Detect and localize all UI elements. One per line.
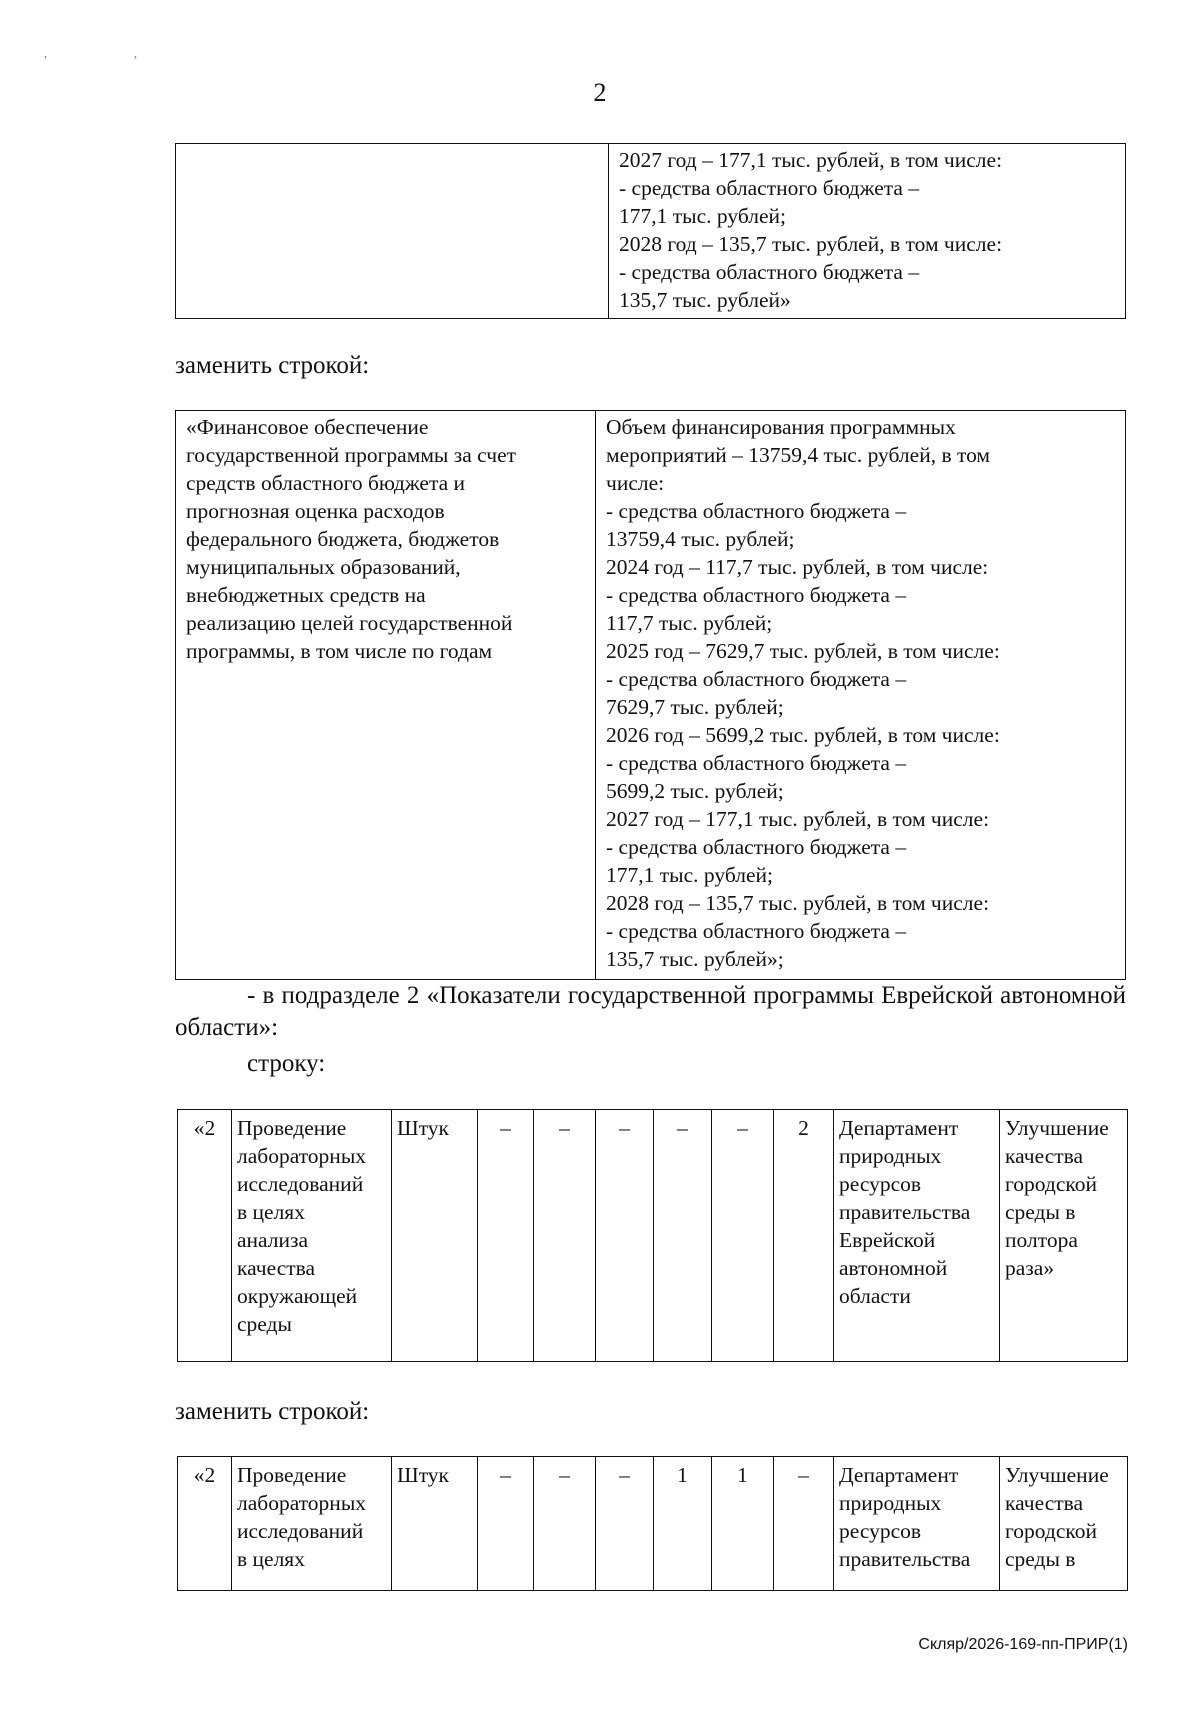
result-cell [1000,1110,1128,1362]
text-line: 177,1 тыс. рублей; [619,204,786,228]
indicator-name-cell [232,1110,392,1362]
subsection-paragraph [175,980,1126,1044]
department-cell [834,1457,1000,1591]
document-code: Скляр/2026-169-пп-ПРИР(1) [918,1636,1128,1653]
text-line: Еврейской [839,1228,936,1252]
text-line: Департамент [839,1116,959,1140]
value-cell: – [534,1457,596,1591]
text-line: 5699,2 тыс. рублей; [606,779,784,803]
text-line: 2028 год – 135,7 тыс. рублей, в том числе: [619,232,1003,256]
value-cell: – [654,1110,712,1362]
text-line: ресурсов [839,1172,922,1196]
scan-specks: , , [44,46,179,60]
text-line: 117,7 тыс. рублей; [606,611,773,635]
text-line: «Финансовое обеспечение [186,415,429,439]
text-line: в целях [237,1547,305,1571]
text-line: области [839,1284,911,1308]
text-line: - средства областного бюджета – [606,835,907,859]
text-line: лабораторных [237,1144,367,1168]
replace-label: заменить строкой: [175,352,370,379]
text-line: Улучшение [1005,1116,1109,1140]
text-line: городской [1005,1519,1098,1543]
text-line: программы, в том числе по годам [186,639,493,663]
row-number-cell: «2 [178,1110,232,1362]
text-line: раза» [1005,1256,1055,1280]
text-line: 2027 год – 177,1 тыс. рублей, в том числе: [606,807,990,831]
text-line: 2027 год – 177,1 тыс. рублей, в том числе: [619,148,1003,172]
text-line: 7629,7 тыс. рублей; [606,695,784,719]
text-line: - средства областного бюджета – [606,751,907,775]
value-cell: – [596,1457,654,1591]
text-line: среды [237,1312,292,1336]
text-line: федерального бюджета, бюджетов [186,527,500,551]
text-line: Улучшение [1005,1463,1109,1487]
text-line: реализацию целей государственной [186,611,513,635]
text-line: правительства [839,1547,971,1571]
value-cell: 2 [774,1110,834,1362]
value-cell: – [534,1110,596,1362]
row-number-cell: «2 [178,1457,232,1591]
text-line: - средства областного бюджета – [619,260,920,284]
value-cell: – [478,1457,534,1591]
value-cell: – [712,1110,774,1362]
text-line: Проведение [237,1116,347,1140]
top-table-left-cell [176,144,609,319]
text-line: 2028 год – 135,7 тыс. рублей, в том числе: [606,891,990,915]
text-line: Департамент [839,1463,959,1487]
text-line: в целях [237,1200,305,1224]
table-row [178,1110,1128,1362]
text-line: 2025 год – 7629,7 тыс. рублей, в том числе: [606,639,1000,663]
text-line: анализа [237,1228,309,1252]
text-line: автономной [839,1256,948,1280]
text-line: 135,7 тыс. рублей» [619,288,791,312]
replace-label: заменить строкой: [175,1398,370,1425]
indicator-table-new [177,1456,1128,1591]
text-line: 135,7 тыс. рублей»; [606,947,784,971]
text-line: - средства областного бюджета – [606,583,907,607]
text-line: - средства областного бюджета – [606,919,907,943]
text-line: правительства [839,1200,971,1224]
text-line: 2024 год – 117,7 тыс. рублей, в том числе: [606,555,989,579]
page-number: 2 [593,78,607,107]
text-line: исследований [237,1519,364,1543]
text-line: внебюджетных средств на [186,583,426,607]
unit-cell: Штук [392,1457,478,1591]
value-cell: – [478,1110,534,1362]
text-line: средств областного бюджета и [186,471,466,495]
text-line: качества [1005,1144,1084,1168]
text-line: природных [839,1491,942,1515]
text-line: качества [237,1256,316,1280]
finance-table-right-cell [596,411,1126,980]
value-cell: – [774,1457,834,1591]
text-line: - средства областного бюджета – [606,499,907,523]
stroku-label: строку: [247,1050,326,1077]
text-line: исследований [237,1172,364,1196]
finance-table [175,410,1126,980]
text-line: прогнозная оценка расходов [186,499,445,523]
text-line: 2026 год – 5699,2 тыс. рублей, в том числе: [606,723,1000,747]
subsection-text: - в подразделе 2 «Показатели государственной программы Еврейской автономной области»: [175,982,1126,1041]
table-row [176,411,1126,980]
text-line: среды в [1005,1547,1076,1571]
text-line: природных [839,1144,942,1168]
department-cell [834,1110,1000,1362]
text-line: - средства областного бюджета – [619,176,920,200]
text-line: Объем финансирования программных [606,415,956,439]
indicator-table-old [177,1109,1128,1362]
table-row [176,144,1126,319]
text-line: среды в [1005,1200,1076,1224]
text-line: муниципальных образований, [186,555,461,579]
top-table [175,143,1126,319]
value-cell: 1 [654,1457,712,1591]
text-line: числе: [606,471,665,495]
table-row [178,1457,1128,1591]
text-line: качества [1005,1491,1084,1515]
finance-table-left-cell [176,411,596,980]
text-line: лабораторных [237,1491,367,1515]
text-line: 13759,4 тыс. рублей; [606,527,795,551]
unit-cell: Штук [392,1110,478,1362]
value-cell: 1 [712,1457,774,1591]
text-line: ресурсов [839,1519,922,1543]
text-line: государственной программы за счет [186,443,517,467]
result-cell [1000,1457,1128,1591]
value-cell: – [596,1110,654,1362]
text-line: Проведение [237,1463,347,1487]
text-line: полтора [1005,1228,1078,1252]
text-line: мероприятий – 13759,4 тыс. рублей, в том [606,443,991,467]
text-line: - средства областного бюджета – [606,667,907,691]
text-line: городской [1005,1172,1098,1196]
text-line: 177,1 тыс. рублей; [606,863,773,887]
text-line: окружающей [237,1284,358,1308]
indicator-name-cell [232,1457,392,1591]
top-table-right-cell [609,144,1126,319]
